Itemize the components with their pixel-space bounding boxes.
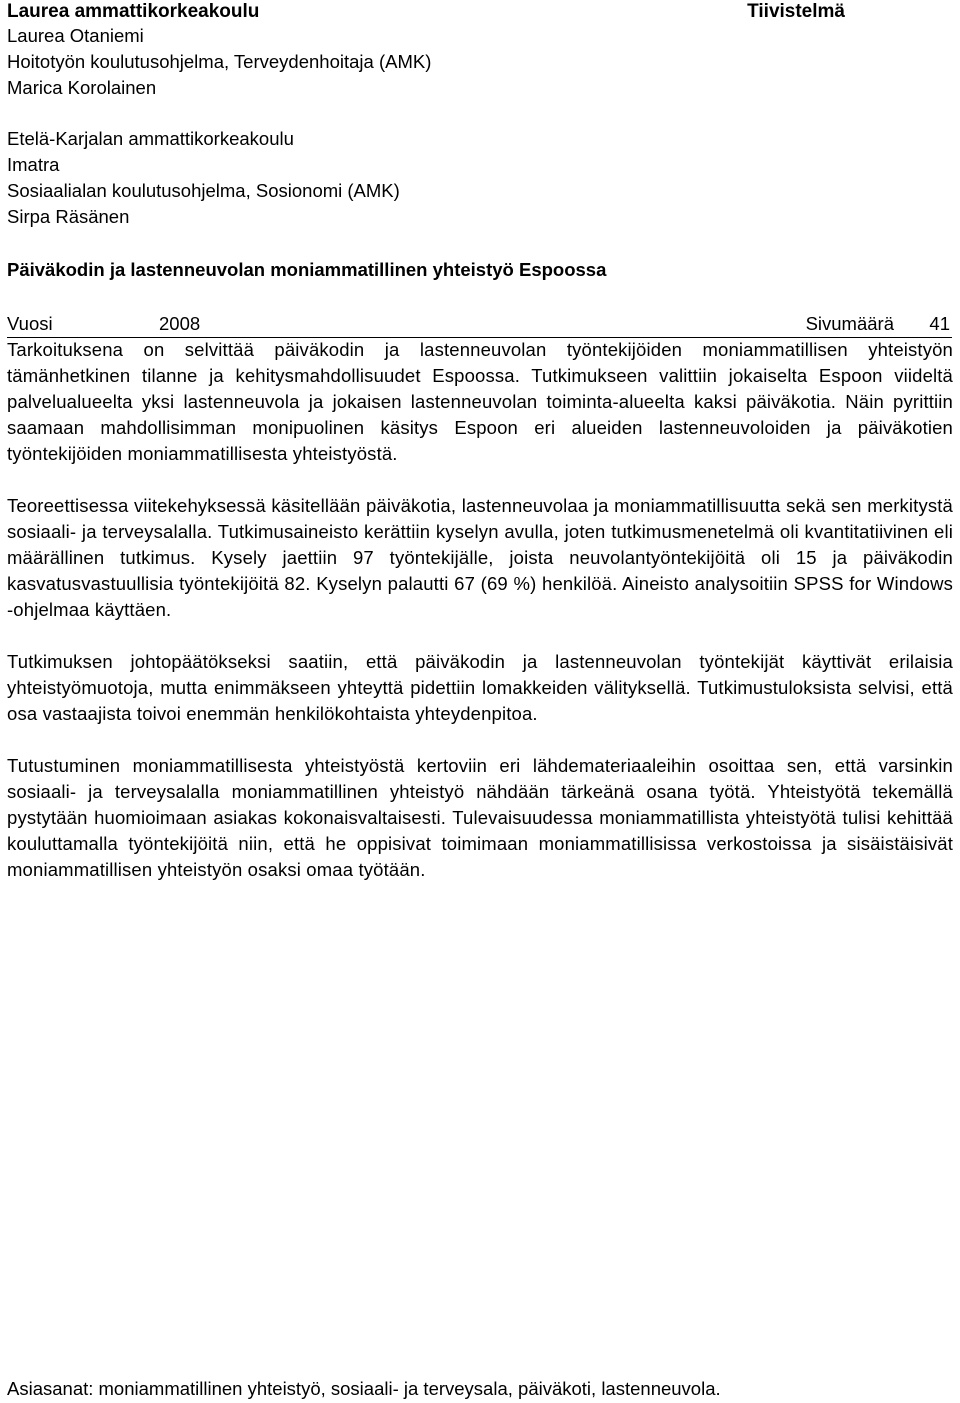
document-type-label: Tiivistelmä xyxy=(747,1,845,22)
keywords-line: Asiasanat: moniammatillinen yhteistyö, sosiaali- ja terveysala, päiväkoti, lastenneuvola. xyxy=(7,1378,721,1399)
author-name: Marica Korolainen xyxy=(7,77,157,98)
page-count-label: Sivumäärä xyxy=(805,313,894,334)
abstract-paragraph-method: Teoreettisessa viitekehyksessä käsitellään päiväkotia, lastenneuvolaa ja moniammatillisuutta sekä sen merkitystä sosiaali- ja terveysalalla. Tutkimusaineisto kerättiin kyselyn avulla, joten tutkimusmenetelmä oli kvantitatiivinen eli määrällinen tutkimus. Kysely jaettiin 97 työntekijälle, joista neuvolantyöntekijöitä oli 15 ja päiväkodin kasvatusvastuullisia työntekijöitä 82. Kyselyn palautti 67 (69 %) henkilöä. Aineisto analysoitiin SPSS for Windows -ohjelmaa käyttäen. xyxy=(7,495,953,620)
year-value: 2008 xyxy=(159,313,201,334)
abstract-paragraph-results: Tutkimuksen johtopäätökseksi saatiin, että päiväkodin ja lastenneuvolan työntekijät käyttivät erilaisia yhteistyömuotoja, mutta enimmäkseen yhteyttä pidettiin lomakkeiden välityksellä. Tutkimustuloksista selvisi, että osa vastaajista toivoi enemmän henkilökohtaista yhteydenpitoa. xyxy=(7,651,953,724)
abstract-body xyxy=(7,337,953,909)
meta-row xyxy=(7,311,952,338)
year-label: Vuosi xyxy=(7,313,53,334)
author-block-laurea xyxy=(7,23,431,101)
school-name-secondary: Etelä-Karjalan ammattikorkeakoulu xyxy=(7,128,294,149)
campus-name: Laurea Otaniemi xyxy=(7,25,144,46)
abstract-paragraph-purpose: Tarkoituksena on selvittää päiväkodin ja lastenneuvolan työntekijöiden moniammatillisen yhteistyön tämänhetkinen tilanne ja kehitysmahdollisuudet Espoossa. Tutkimukseen valittiin jokaiselta Espoon viideltä palvelualueelta yksi lastenneuvola ja jokaisen lastenneuvolan toiminta-alueelta kaksi päiväkotia. Näin pyrittiin saamaan mahdollisimman monipuolinen käsitys Espoon eri alueiden lastenneuvoloiden ja päiväkotien työntekijöiden moniammatillisesta yhteistyöstä. xyxy=(7,339,953,464)
campus-name: Imatra xyxy=(7,154,60,175)
abstract-paragraph-conclusion: Tutustuminen moniammatillisesta yhteistyöstä kertoviin eri lähdemateriaaleihin osoittaa sen, että varsinkin sosiaali- ja terveysalalla moniammatillinen yhteistyö nähdään tärkeänä osana työtä. Yhteistyötä tekemällä pystytään huomioimaan asiakas kokonaisvaltaisesti. Tulevaisuudessa moniammatillista yhteistyötä tulisi kehittää kouluttamalla työntekijöitä niin, että he oppisivat toimimaan moniammatillisissa verkostoissa ja sisäistäisivät moniammatillisen yhteistyön osaksi omaa työtään. xyxy=(7,755,953,880)
author-block-saimaa xyxy=(7,126,400,230)
degree-programme: Hoitotyön koulutusohjelma, Terveydenhoitaja (AMK) xyxy=(7,51,432,72)
thesis-title: Päiväkodin ja lastenneuvolan moniammatillinen yhteistyö Espoossa xyxy=(7,259,607,280)
school-name: Laurea ammattikorkeakoulu xyxy=(7,1,260,22)
author-name: Sirpa Räsänen xyxy=(7,206,130,227)
degree-programme: Sosiaalialan koulutusohjelma, Sosionomi (AMK) xyxy=(7,180,400,201)
page-count-value: 41 xyxy=(929,313,950,334)
